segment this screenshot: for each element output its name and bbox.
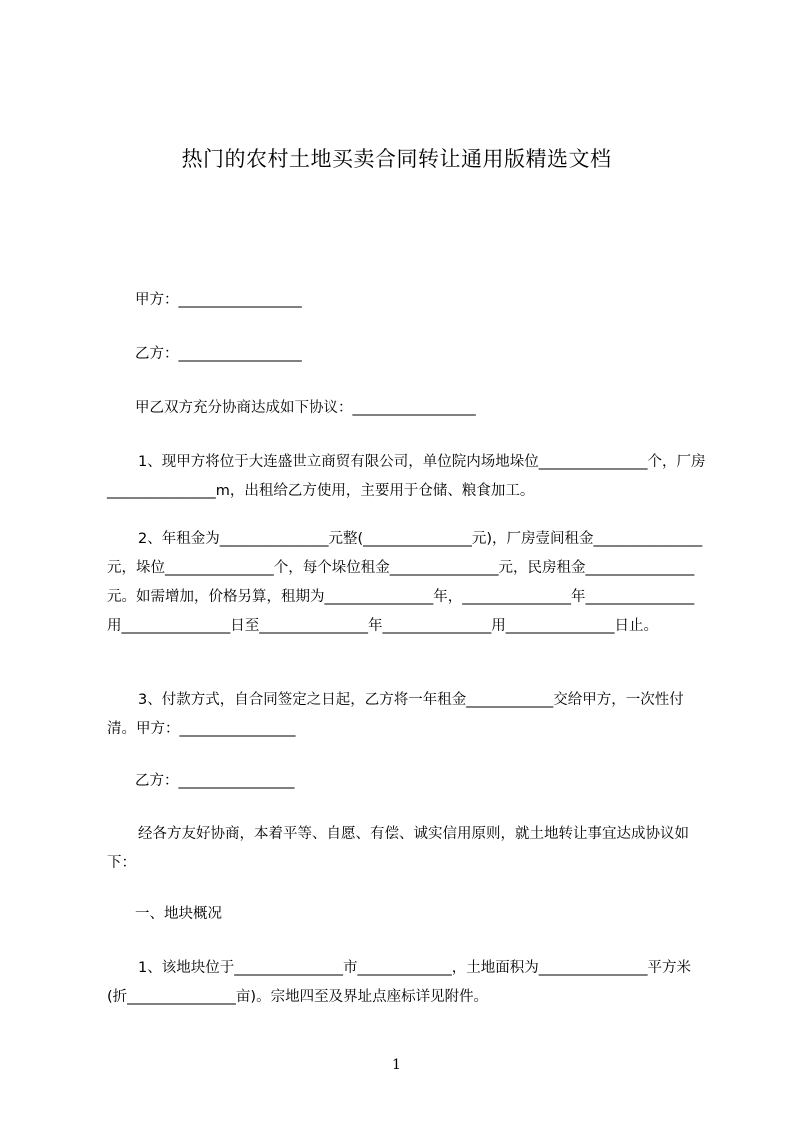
page-title: 热门的农村土地买卖合同转让通用版精选文档 xyxy=(181,147,612,171)
plot-clause-1: 1、该地块位于_______________市_____________，土地面积为_______________平方米(折_______________亩)。宗地四至及界址点座标详见附件。 xyxy=(107,960,691,1005)
clause-3: 3、付款方式，自合同签定之日起，乙方将一年租金____________交给甲方，一次性付清。甲方：________________ xyxy=(107,692,684,737)
page-number: 1 xyxy=(392,1057,401,1073)
agreement-intro: 甲乙双方充分协商达成如下协议：_________________ xyxy=(135,400,476,416)
party-b-line: 乙方：_________________ xyxy=(135,346,302,362)
clause-1: 1、现甲方将位于大连盛世立商贸有限公司，单位院内场地垛位_______________个，厂房_______________m，出租给乙方使用，主要用于仓储、粮食加工。 xyxy=(107,454,706,499)
clause-2: 2、年租金为_______________元整(_______________元)，厂房壹间租金_______________元，垛位_______________个，每个垛位租金_______________元，民房租金_______________元。如需增加，价格另算，租期为_______________年，_______________年_______________用_______________日至_______________年_______________用_______________日止。 xyxy=(107,531,703,634)
party-a-line: 甲方：_________________ xyxy=(135,292,302,308)
party-b-signature-line: 乙方：________________ xyxy=(135,773,295,789)
section-heading-plot-overview: 一、地块概况 xyxy=(135,906,222,922)
transfer-intro: 经各方友好协商，本着平等、自愿、有偿、诚实信用原则，就土地转让事宜达成协议如下： xyxy=(107,826,689,871)
